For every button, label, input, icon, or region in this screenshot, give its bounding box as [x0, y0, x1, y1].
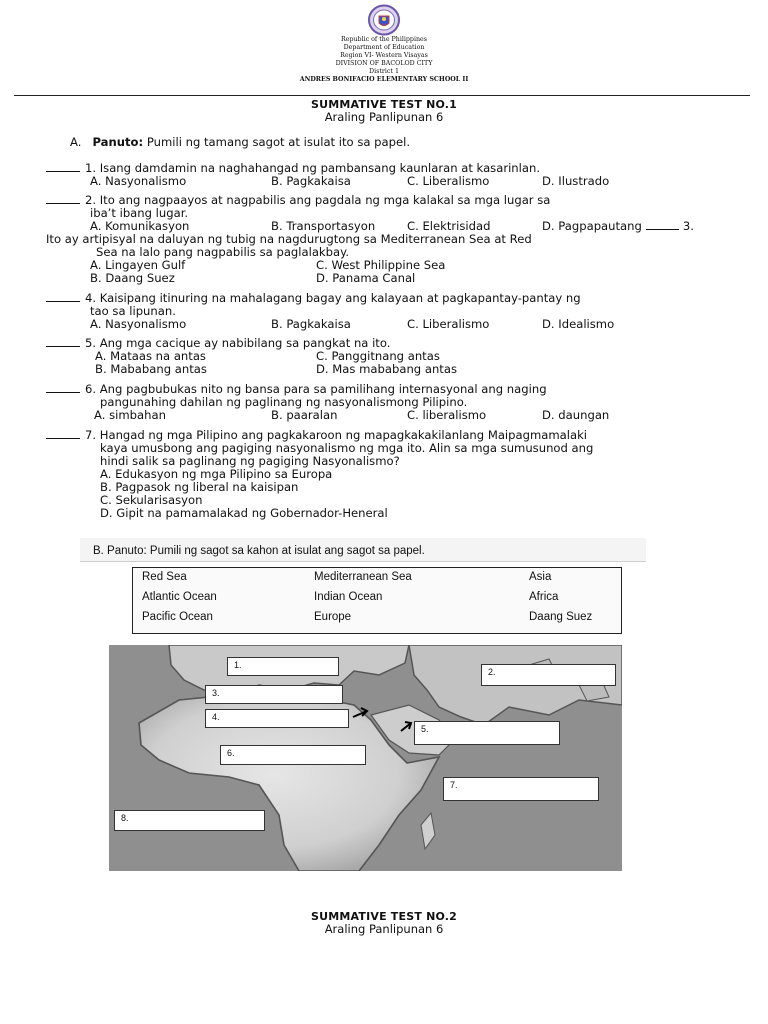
header-school: ANDRES BONIFACIO ELEMENTARY SCHOOL II [299, 76, 469, 83]
choice-d: D. daungan [542, 408, 610, 422]
choice-b: B. Pagkakaisa [271, 317, 351, 331]
choice-c: C. Panggitnang antas [316, 349, 440, 363]
choice-c: C. Elektrisidad [407, 219, 491, 233]
question-3: Ito ay artipisyal na daluyan ng tubig na nagdurugtong sa Mediterranean Sea at Red [46, 232, 532, 246]
question-text: 4. Kaisipang itinuring na mahalagang bagay ang kalayaan at pagkapantay-pantay ng [85, 291, 581, 305]
choice-a: A. Mataas na antas [95, 349, 206, 363]
question-continuation: iba’t ibang lugar. [90, 206, 189, 220]
choice-d-text: D. Pagpapautang [542, 219, 642, 233]
choice-c: C. Liberalismo [407, 174, 490, 188]
choice-d: D. Panama Canal [316, 271, 416, 285]
question-continuation: Sea na lalo pang nagpabilis sa paglalakbay. [96, 245, 350, 259]
part-a-letter: A. [70, 135, 82, 149]
choice-d [542, 220, 694, 233]
part-b-instruction: B. Panuto: Pumili ng sagot sa kahon at isulat ang sagot sa papel. [93, 545, 425, 557]
choice-b: B. Daang Suez [90, 271, 175, 285]
word-bank-item: Asia [529, 571, 552, 583]
choice-b: B. Pagpasok ng liberal na kaisipan [100, 480, 299, 494]
choice-b: B. Transportasyon [271, 219, 376, 233]
question-text: 6. Ang pagbubukas nito ng bansa para sa pamilihang internasyonal ang naging [85, 382, 547, 396]
choice-b: B. Mababang antas [95, 362, 207, 376]
choice-b: B. paaralan [271, 408, 338, 422]
word-bank-item: Europe [314, 611, 352, 623]
part-a-instruction [70, 136, 410, 149]
answer-blank[interactable] [46, 292, 80, 302]
map-label-box-1[interactable]: 1. [227, 657, 339, 676]
header-region: Region VI- Western Visayas [340, 52, 428, 59]
choice-d: D. Mas mababang antas [316, 362, 457, 376]
choice-a: A. Nasyonalismo [90, 174, 187, 188]
test2-subject: Araling Panlipunan 6 [324, 922, 444, 936]
part-a-text: Pumili ng tamang sagot at isulat ito sa papel. [146, 135, 411, 149]
map-label-box-6[interactable]: 6. [220, 745, 366, 765]
map-label-box-8[interactable]: 8. [114, 810, 265, 831]
choice-b: B. Pagkakaisa [271, 174, 351, 188]
answer-blank[interactable] [646, 220, 679, 230]
header-republic: Republic of the Philippines [340, 36, 427, 43]
header-division: DIVISION OF BACOLOD CITY [335, 60, 433, 67]
test1-subject: Araling Panlipunan 6 [324, 110, 444, 124]
choice-d: D. Gipit na pamamalakad ng Gobernador-Heneral [100, 506, 388, 520]
choice-d: D. Idealismo [542, 317, 615, 331]
map-label-box-2[interactable]: 2. [481, 664, 616, 686]
choice-a: A. Komunikasyon [90, 219, 190, 233]
question-number: 3. [682, 219, 694, 233]
question-text: 5. Ang mga cacique ay nabibilang sa pangkat na ito. [85, 336, 391, 350]
choice-c: C. Liberalismo [407, 317, 490, 331]
header-district: District 1 [369, 68, 399, 75]
answer-blank[interactable] [46, 429, 80, 439]
map-label-box-3[interactable]: 3. [205, 685, 343, 704]
word-bank-item: Red Sea [142, 571, 187, 583]
question-continuation: kaya umusbong ang pagiging nasyonalismo ng mga ito. Alin sa mga sumusunod ang [100, 441, 594, 455]
choice-c: C. liberalismo [407, 408, 487, 422]
word-bank-item: Pacific Ocean [142, 611, 213, 623]
choice-c: C. West Philippine Sea [316, 258, 446, 272]
word-bank [132, 567, 622, 634]
question-continuation: hindi salik sa paglinang ng pagiging Nasyonalismo? [100, 454, 400, 468]
question-continuation: pangunahing dahilan ng paglinang ng nasyonalismong Pilipino. [100, 395, 468, 409]
answer-blank[interactable] [46, 337, 80, 347]
answer-blank[interactable] [46, 162, 80, 172]
choice-a: A. Edukasyon ng mga Pilipino sa Europa [100, 467, 333, 481]
word-bank-item: Africa [529, 591, 559, 603]
choice-a: A. simbahan [94, 408, 166, 422]
map-label-box-4[interactable]: 4. [205, 709, 349, 728]
africa-map [109, 645, 622, 871]
map-label-box-5[interactable]: 5. [414, 721, 560, 745]
choice-d: D. Ilustrado [542, 174, 610, 188]
answer-blank[interactable] [46, 383, 80, 393]
header-divider [14, 95, 750, 96]
map-label-box-7[interactable]: 7. [443, 777, 599, 801]
question-text: 2. Ito ang nagpaayos at nagpabilis ang pagdala ng mga kalakal sa mga lugar sa [85, 193, 551, 207]
question-continuation: tao sa lipunan. [90, 304, 176, 318]
word-bank-item: Atlantic Ocean [142, 591, 217, 603]
question-text: 7. Hangad ng mga Pilipino ang pagkakaroon ng mapagkakakilanlang Maipagmamalaki [85, 428, 588, 442]
word-bank-item: Daang Suez [529, 611, 593, 623]
part-a-label: Panuto: [92, 135, 144, 149]
deped-seal-logo [364, 4, 404, 36]
test2-title: SUMMATIVE TEST NO.2 [310, 910, 458, 923]
choice-a: A. Nasyonalismo [90, 317, 187, 331]
test1-title: SUMMATIVE TEST NO.1 [310, 98, 458, 111]
header-department: Department of Education [343, 44, 425, 51]
word-bank-item: Indian Ocean [314, 591, 383, 603]
choice-c: C. Sekularisasyon [100, 493, 203, 507]
word-bank-item: Mediterranean Sea [314, 571, 412, 583]
answer-blank[interactable] [46, 194, 80, 204]
question-text: 1. Isang damdamin na naghahangad ng pambansang kaunlaran at kasarinlan. [85, 161, 541, 175]
choice-a: A. Lingayen Gulf [90, 258, 186, 272]
